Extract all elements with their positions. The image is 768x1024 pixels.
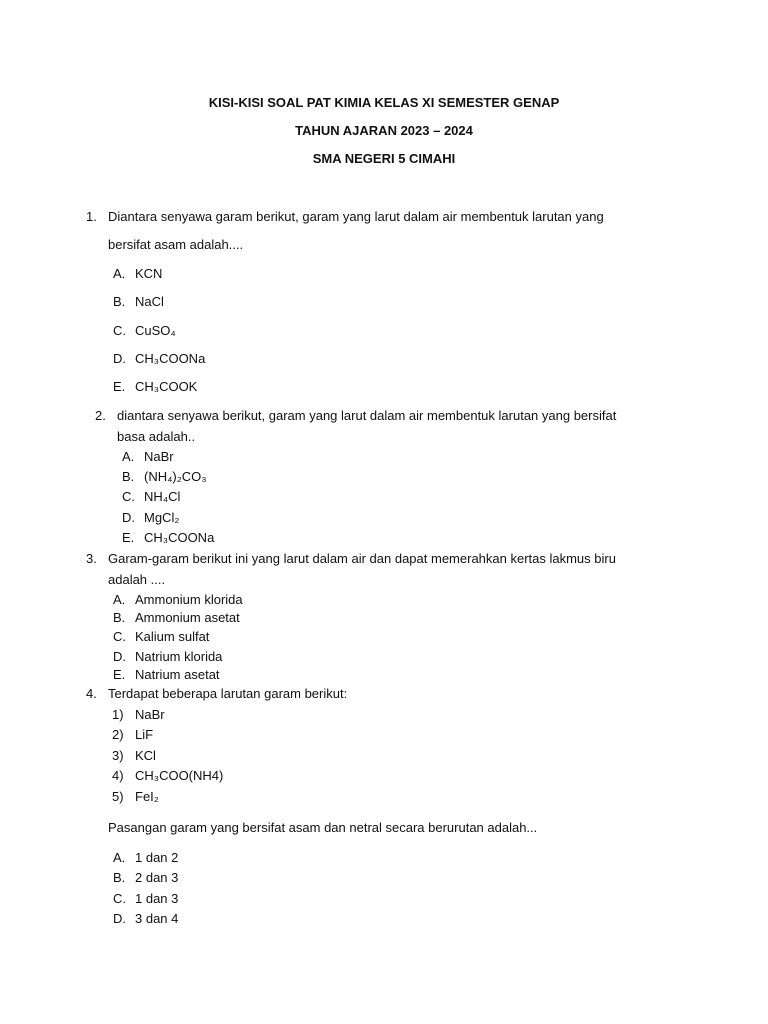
item-number: 3) [112, 748, 124, 763]
item-number: 2) [112, 727, 124, 742]
option-letter: B. [113, 610, 126, 625]
option-text: CH₃COONa [144, 530, 215, 545]
option-letter: D. [113, 911, 126, 926]
option-text: Natrium asetat [135, 667, 220, 682]
option-letter: E. [113, 379, 126, 394]
option-text: 1 dan 2 [135, 850, 179, 865]
option-text: Kalium sulfat [135, 629, 210, 644]
option-letter: A. [113, 592, 126, 607]
option-letter: B. [122, 469, 135, 484]
option-letter: A. [122, 449, 135, 464]
question-text: bersifat asam adalah.... [108, 237, 244, 252]
option-letter: C. [113, 891, 126, 906]
option-text: CH₃COONa [135, 351, 206, 366]
option-letter: D. [113, 351, 126, 366]
item-text: KCl [135, 748, 156, 763]
option-letter: C. [113, 323, 126, 338]
academic-year: TAHUN AJARAN 2023 – 2024 [295, 123, 473, 138]
option-text: 1 dan 3 [135, 891, 179, 906]
option-letter: D. [113, 649, 126, 664]
option-letter: E. [122, 530, 135, 545]
question-text: Garam-garam berikut ini yang larut dalam air dan dapat memerahkan kertas lakmus biru [108, 551, 616, 566]
option-letter: D. [122, 510, 135, 525]
option-text: 2 dan 3 [135, 870, 179, 885]
question-number: 1. [86, 209, 97, 224]
question-number: 2. [95, 408, 106, 423]
question-prompt: Pasangan garam yang bersifat asam dan netral secara berurutan adalah... [108, 820, 538, 835]
option-letter: B. [113, 294, 126, 309]
item-text: FeI₂ [135, 789, 159, 804]
item-text: CH₃COO(NH4) [135, 768, 224, 783]
option-letter: E. [113, 667, 126, 682]
option-letter: B. [113, 870, 126, 885]
option-text: CH₃COOK [135, 379, 198, 394]
item-number: 4) [112, 768, 124, 783]
option-text: (NH₄)₂CO₃ [144, 469, 207, 484]
question-text: adalah .... [108, 572, 166, 587]
option-text: Ammonium klorida [135, 592, 243, 607]
option-text: Ammonium asetat [135, 610, 240, 625]
question-text: Diantara senyawa garam berikut, garam yang larut dalam air membentuk larutan yang [108, 209, 604, 224]
option-letter: A. [113, 266, 126, 281]
item-text: LiF [135, 727, 154, 742]
question-number: 3. [86, 551, 97, 566]
option-text: MgCl₂ [144, 510, 180, 525]
option-text: NaBr [144, 449, 174, 464]
question-text: basa adalah.. [117, 429, 196, 444]
option-text: KCN [135, 266, 163, 281]
question-text: Terdapat beberapa larutan garam berikut: [108, 686, 348, 701]
option-text: NH₄Cl [144, 489, 181, 504]
school-name: SMA NEGERI 5 CIMAHI [312, 151, 456, 166]
option-letter: C. [113, 629, 126, 644]
option-letter: C. [122, 489, 135, 504]
question-number: 4. [86, 686, 97, 701]
item-number: 5) [112, 789, 124, 804]
option-letter: A. [113, 850, 126, 865]
option-text: NaCl [135, 294, 164, 309]
option-text: Natrium klorida [135, 649, 223, 664]
document-title: KISI-KISI SOAL PAT KIMIA KELAS XI SEMESTER GENAP [208, 95, 560, 110]
question-text: diantara senyawa berikut, garam yang larut dalam air membentuk larutan yang bersifat [117, 408, 617, 423]
item-number: 1) [112, 707, 124, 722]
option-text: 3 dan 4 [135, 911, 179, 926]
item-text: NaBr [135, 707, 165, 722]
option-text: CuSO₄ [135, 323, 176, 338]
